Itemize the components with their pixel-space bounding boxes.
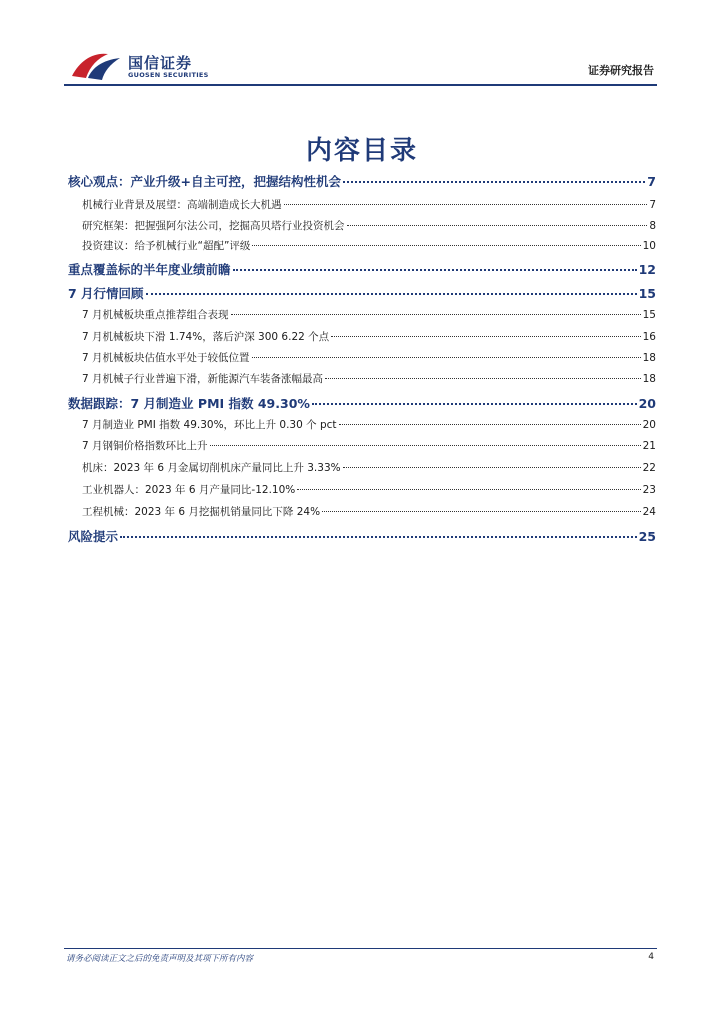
guosen-logo-mark-icon [70,50,124,82]
toc-entry-page: 7 [647,174,656,189]
toc-entry-label: 研究框架：把握强阿尔法公司，挖掘高贝塔行业投资机会 [82,220,345,232]
toc-entry-page: 7 [649,199,656,211]
toc-entry-label: 数据跟踪：7 月制造业 PMI 指数 49.30% [68,396,310,411]
toc-entry-label: 7 月机械板块下滑 1.74%，落后沪深 300 6.22 个点 [82,331,330,343]
toc-entry-label: 7 月机械板块估值水平处于较低位置 [82,352,250,364]
toc-leader-dots [252,245,640,246]
toc-leader-dots [339,424,641,425]
toc-leader-dots [252,357,641,358]
toc-entry-label: 机床：2023 年 6 月金属切削机床产量同比上升 3.33% [82,462,341,474]
toc-entry-page: 8 [649,220,656,232]
footer-divider [64,948,657,949]
toc-entry-page: 15 [642,309,656,321]
toc-entry-subsection[interactable] [68,218,656,233]
toc-entry-section[interactable] [68,260,656,278]
toc-entry-page: 22 [642,462,656,474]
toc-leader-dots [233,269,637,271]
toc-entry-subsection[interactable] [68,329,656,344]
toc-entry-subsection[interactable] [68,307,656,322]
footer-disclaimer: 请务必阅读正文之后的免责声明及其项下所有内容 [66,954,254,964]
toc-entry-subsection[interactable] [68,417,656,432]
guosen-logo [70,48,270,84]
page-number: 4 [648,952,654,962]
toc-entry-page: 10 [642,240,656,252]
toc-entry-label: 7 月机械板块重点推荐组合表现 [82,309,229,321]
toc-entry-label: 机械行业背景及展望：高端制造成长大机遇 [82,199,282,211]
toc-entry-label: 7 月钢铜价格指数环比上升 [82,440,208,452]
toc-entry-subsection[interactable] [68,438,656,453]
toc-leader-dots [284,204,648,205]
toc-entry-page: 20 [638,396,656,411]
toc-entry-subsection[interactable] [68,504,656,519]
toc-entry-section[interactable] [68,527,656,545]
toc-entry-label: 风险提示 [68,529,119,544]
header-divider [64,84,657,86]
toc-leader-dots [312,403,637,405]
toc-entry-page: 24 [642,506,656,518]
toc-entry-section[interactable] [68,394,656,412]
toc-entry-page: 16 [642,331,656,343]
toc-entry-page: 25 [638,529,656,544]
toc-entry-subsection[interactable] [68,197,656,212]
toc-leader-dots [325,378,641,379]
toc-entry-subsection[interactable] [68,350,656,365]
toc-entry-page: 21 [642,440,656,452]
toc-entry-label: 投资建议：给予机械行业“超配”评级 [82,240,251,252]
toc-entry-page: 20 [642,419,656,431]
report-type-label: 证券研究报告 [588,64,654,77]
toc-entry-subsection[interactable] [68,482,656,497]
toc-entry-section[interactable] [68,172,656,190]
toc-leader-dots [210,445,641,446]
toc-entry-page: 15 [638,286,656,301]
toc-entry-subsection[interactable] [68,371,656,386]
toc-leader-dots [146,293,637,295]
toc-entry-page: 18 [642,352,656,364]
toc-leader-dots [343,181,645,183]
toc-entry-subsection[interactable] [68,238,656,253]
toc-leader-dots [120,536,637,538]
toc-entry-label: 工程机械：2023 年 6 月挖掘机销量同比下降 24% [82,506,321,518]
toc-entry-label: 7 月制造业 PMI 指数 49.30%，环比上升 0.30 个 pct [82,419,337,431]
logo-chinese-name: 国信证券 [128,54,193,72]
toc-leader-dots [297,489,640,490]
toc-entry-label: 核心观点：产业升级+自主可控，把握结构性机会 [68,174,341,189]
toc-entry-page: 12 [638,262,656,277]
toc-entry-page: 23 [642,484,656,496]
toc-entry-label: 工业机器人：2023 年 6 月产量同比-12.10% [82,484,296,496]
toc-entry-subsection[interactable] [68,460,656,475]
toc-entry-page: 18 [642,373,656,385]
page-header [70,48,656,88]
toc-entry-section[interactable] [68,284,656,302]
logo-english-name: GUOSEN SECURITIES [128,71,209,79]
toc-title: 内容目录 [305,136,418,166]
toc-entry-label: 7 月机械子行业普遍下滑，新能源汽车装备涨幅最高 [82,373,324,385]
toc-leader-dots [331,336,640,337]
toc-leader-dots [343,467,641,468]
toc-leader-dots [231,314,641,315]
toc-leader-dots [322,511,641,512]
toc-leader-dots [347,225,648,226]
toc-entry-label: 重点覆盖标的半年度业绩前瞻 [68,262,231,277]
toc-entry-label: 7 月行情回顾 [68,286,144,301]
